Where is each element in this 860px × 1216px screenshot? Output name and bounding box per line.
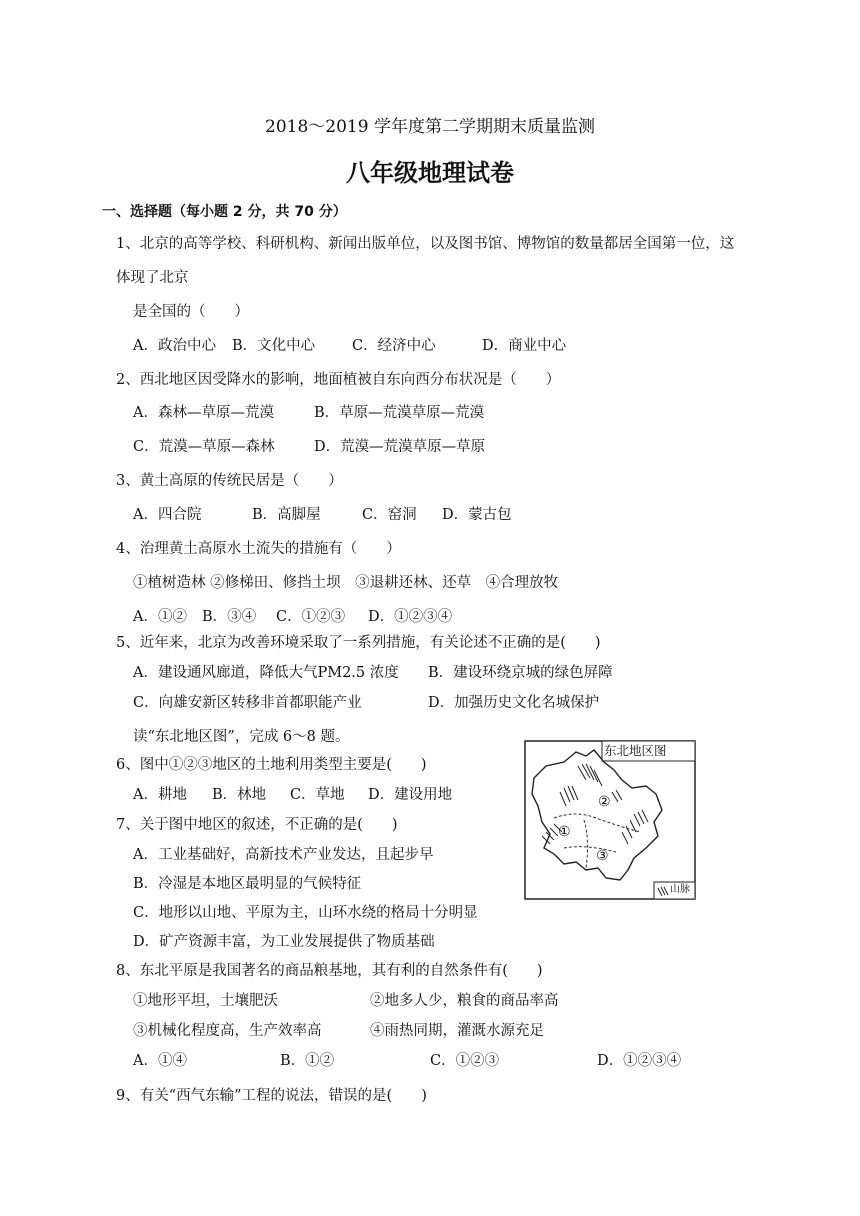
q6-option-c: C．草地 xyxy=(290,787,345,803)
q1-stem-line2: 体现了北京 xyxy=(116,270,189,286)
q1-stem-line1: 1、北京的高等学校、科研机构、新闻出版单位，以及图书馆、博物馆的数量都居全国第一位，这 xyxy=(116,236,735,252)
q8-item-2: ②地多人少，粮食的商品率高 xyxy=(370,993,559,1009)
q6-option-b: B．林地 xyxy=(212,787,267,803)
q7-option-d: D．矿产资源丰富，为工业发展提供了物质基础 xyxy=(133,934,435,950)
q4-option-b: B．③④ xyxy=(202,609,257,625)
q8-stem: 8、东北平原是我国著名的商品粮基地，其有利的自然条件有( ) xyxy=(116,963,543,979)
q8-item-1: ①地形平坦，土壤肥沃 xyxy=(133,993,278,1009)
q5-option-a: A．建设通风廊道，降低大气PM2.5 浓度 xyxy=(133,665,399,681)
q3-option-c: C．窑洞 xyxy=(362,507,417,523)
q4-option-a: A．①② xyxy=(133,609,187,625)
q3-option-b: B．高脚屋 xyxy=(252,507,321,523)
map-label-2: ② xyxy=(598,794,611,810)
section-heading: 一、选择题（每小题 2 分，共 70 分） xyxy=(102,204,347,220)
q5-option-c: C．向雄安新区转移非首都职能产业 xyxy=(133,695,362,711)
q9-stem: 9、有关“西气东输”工程的说法，错误的是( ) xyxy=(116,1088,427,1104)
q2-stem: 2、西北地区因受降水的影响，地面植被自东向西分布状况是（ ） xyxy=(116,372,561,388)
q1-stem-line3: 是全国的（ ） xyxy=(133,304,249,320)
q7-option-b: B．冷湿是本地区最明显的气候特征 xyxy=(133,876,362,892)
q7-option-a: A．工业基础好，高新技术产业发达，且起步早 xyxy=(133,847,434,863)
q4-stem: 4、治理黄土高原水土流失的措施有（ ） xyxy=(116,541,401,557)
q1-option-b: B．文化中心 xyxy=(232,338,316,354)
read-map-prompt: 读“东北地区图”，完成 6～8 题。 xyxy=(133,729,350,745)
map-title: 东北地区图 xyxy=(604,743,667,758)
q7-option-c: C．地形以山地、平原为主，山环水绕的格局十分明显 xyxy=(133,905,478,921)
q1-option-d: D．商业中心 xyxy=(482,338,567,354)
map-label-1: ① xyxy=(558,824,571,840)
q5-stem: 5、近年来，北京为改善环境采取了一系列措施，有关论述不正确的是( ) xyxy=(116,635,601,651)
q6-option-d: D．建设用地 xyxy=(368,787,453,803)
q1-option-a: A．政治中心 xyxy=(133,338,216,354)
map-label-3: ③ xyxy=(596,848,609,864)
q5-option-d: D．加强历史文化名城保护 xyxy=(428,695,600,711)
map-legend-label: 山脉 xyxy=(670,884,690,895)
q2-option-a: A．森林—草原—荒漠 xyxy=(133,405,274,421)
q3-option-d: D．蒙古包 xyxy=(442,507,512,523)
q3-option-a: A．四合院 xyxy=(133,507,202,523)
q3-stem: 3、黄土高原的传统民居是（ ） xyxy=(116,473,343,489)
q4-option-d: D．①②③④ xyxy=(368,609,453,625)
exam-subtitle: 2018～2019 学年度第二学期期末质量监测 xyxy=(265,117,595,137)
q8-item-3: ③机械化程度高，生产效率高 xyxy=(133,1023,322,1039)
q6-option-a: A．耕地 xyxy=(133,787,187,803)
exam-title: 八年级地理试卷 xyxy=(346,159,514,187)
q2-option-d: D．荒漠—荒漠草原—草原 xyxy=(314,439,486,455)
q8-option-a: A．①④ xyxy=(133,1053,187,1069)
q6-stem: 6、图中①②③地区的土地利用类型主要是( ) xyxy=(116,757,427,773)
q2-option-c: C．荒漠—草原—森林 xyxy=(133,439,275,455)
q8-option-c: C．①②③ xyxy=(430,1053,500,1069)
q8-option-b: B．①② xyxy=(280,1053,335,1069)
q5-option-b: B．建设环绕京城的绿色屏障 xyxy=(428,665,613,681)
q2-option-b: B．草原—荒漠草原—荒漠 xyxy=(314,405,485,421)
q4-items: ①植树造林 ②修梯田、修挡土坝 ③退耕还林、还草 ④合理放牧 xyxy=(133,575,559,591)
q7-stem: 7、关于图中地区的叙述，不正确的是( ) xyxy=(116,817,398,833)
q8-item-4: ④雨热同期，灌溉水源充足 xyxy=(370,1023,544,1039)
northeast-map xyxy=(524,740,696,900)
q8-option-d: D．①②③④ xyxy=(597,1053,682,1069)
q4-option-c: C．①②③ xyxy=(276,609,346,625)
northeast-map-drawing xyxy=(524,740,696,900)
q1-option-c: C．经济中心 xyxy=(352,338,436,354)
